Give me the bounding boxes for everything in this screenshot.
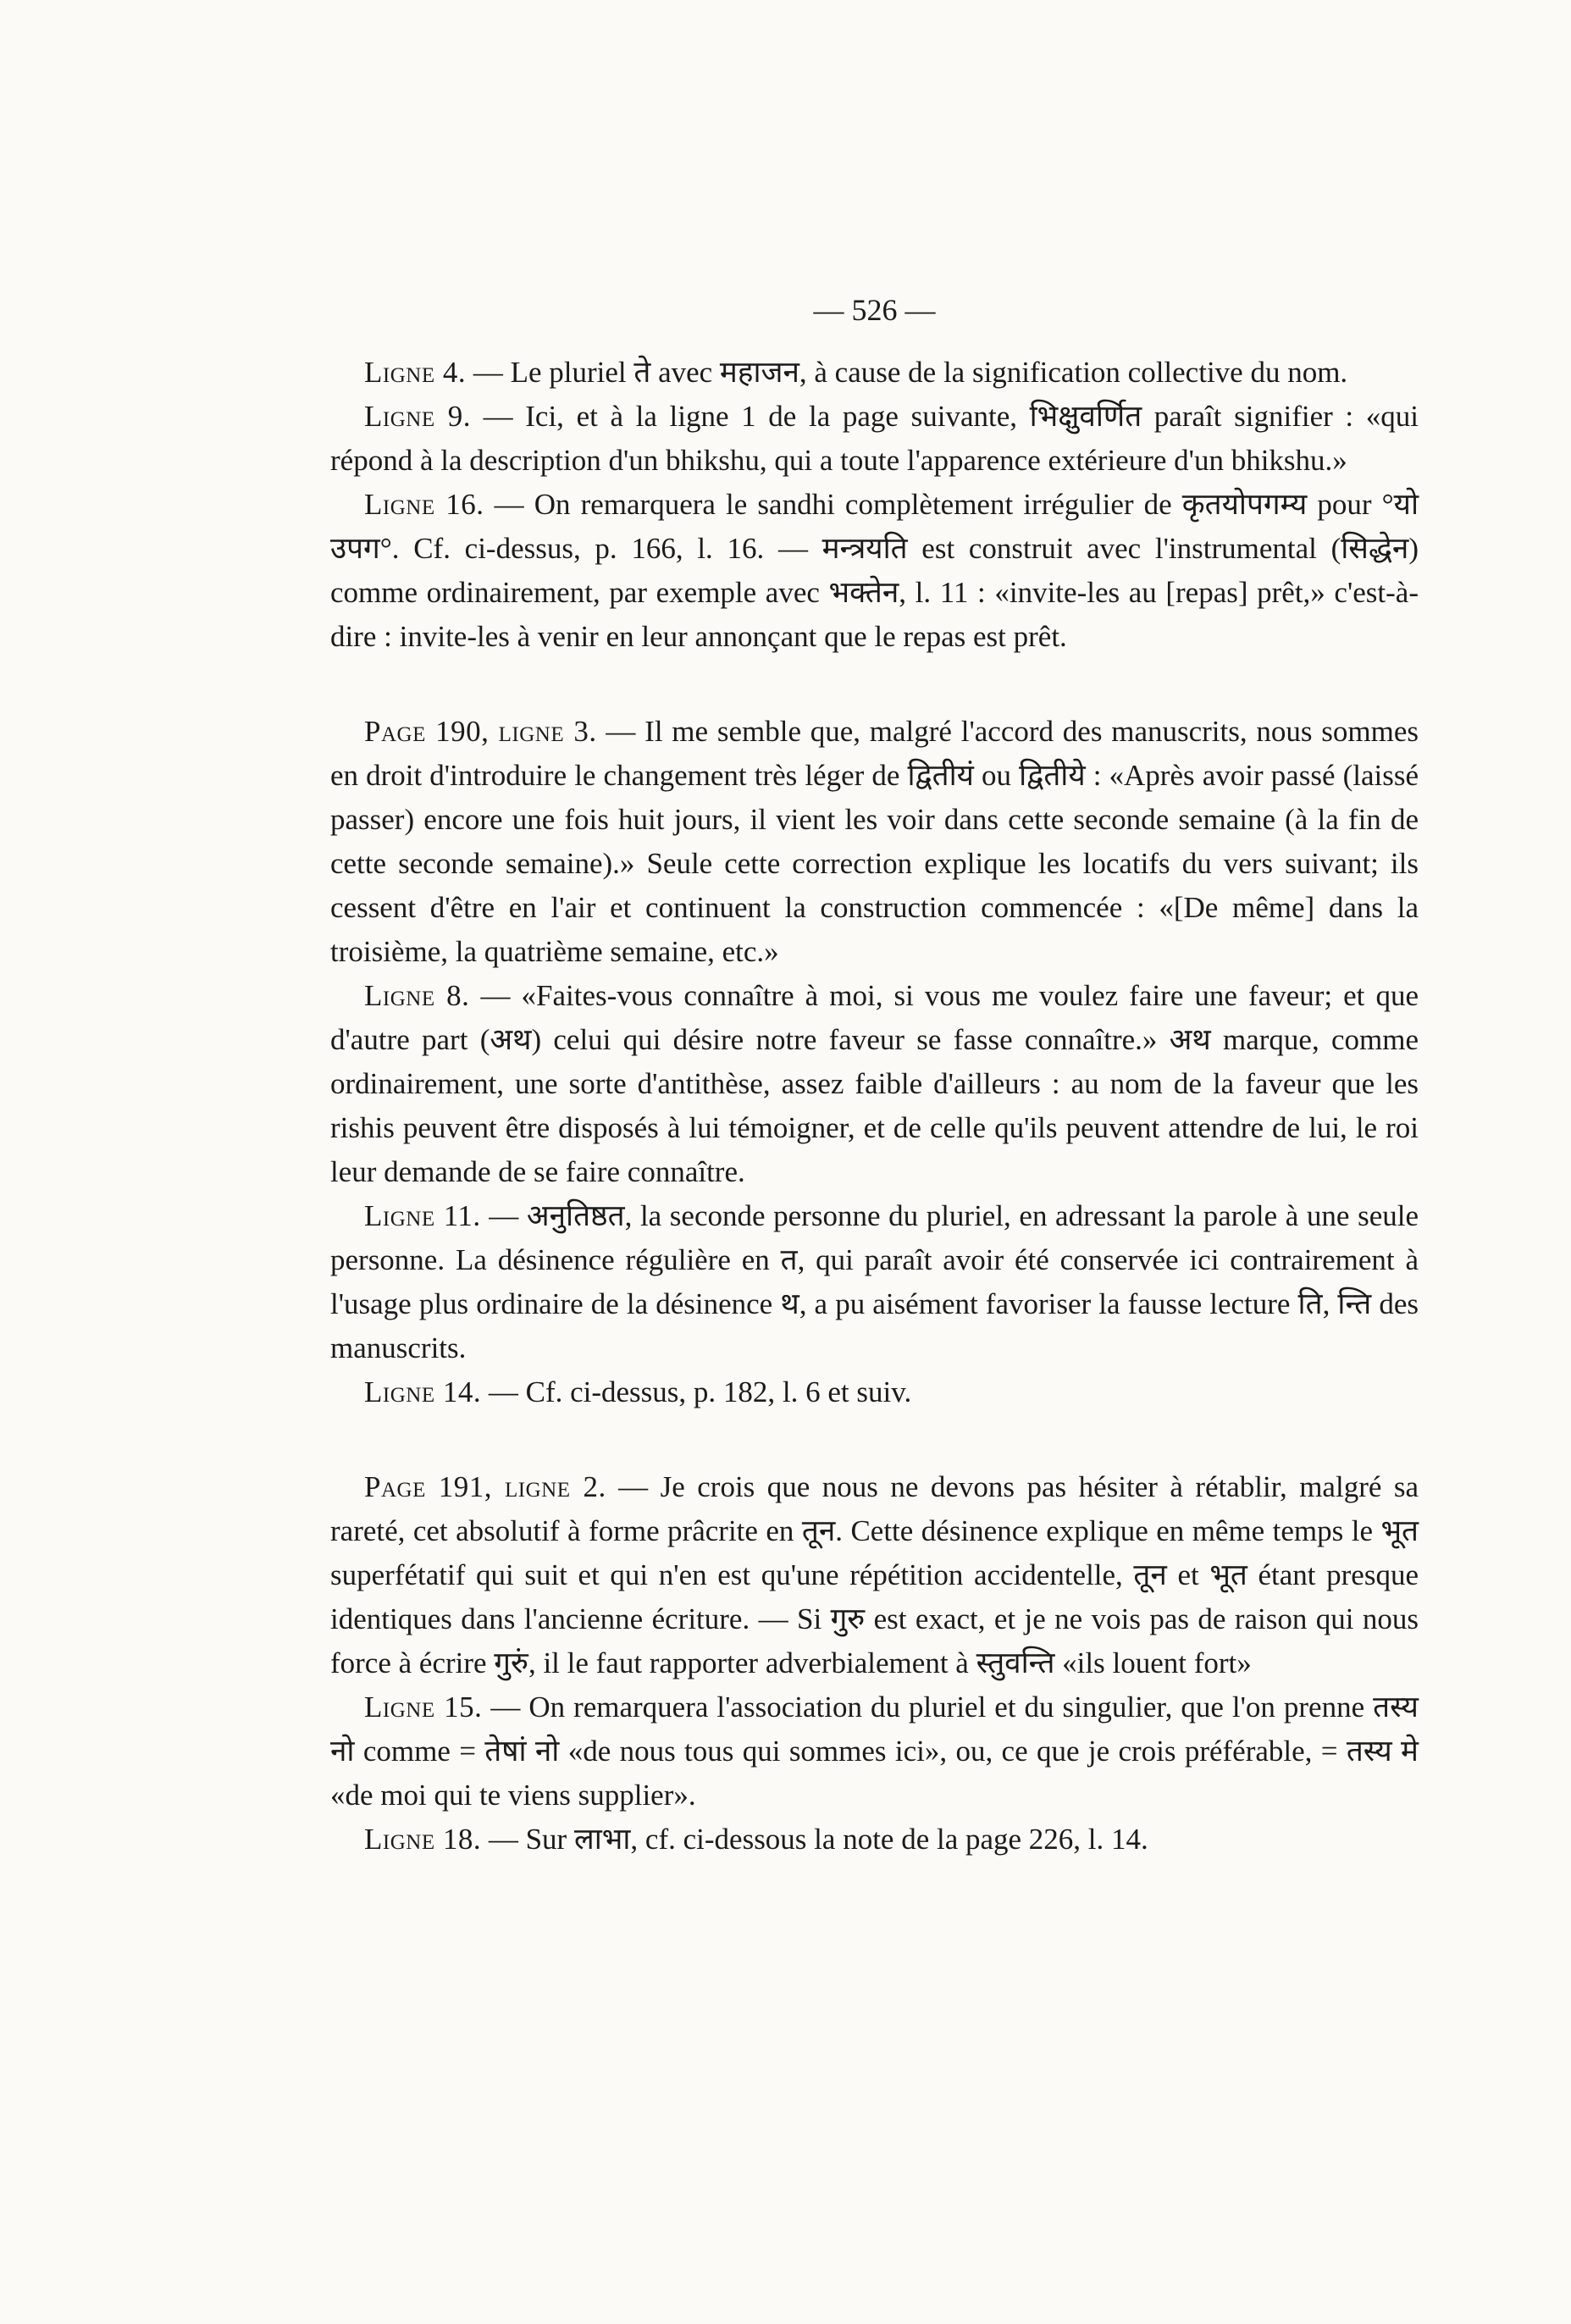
note-paragraph — [330, 395, 1419, 483]
note-label: Ligne 15. — [364, 1690, 483, 1724]
note-text: — Cf. ci-dessus, p. 182, l. 6 et suiv. — [481, 1375, 912, 1408]
note-label: Ligne 9. — [364, 400, 471, 433]
note-label: Ligne 4. — [364, 356, 467, 389]
note-label: Ligne 8. — [364, 979, 470, 1012]
note-label: Page 191, ligne 2. — [364, 1470, 606, 1503]
note-text: — Le pluriel ते avec महाजन, à cause de la signification collective du nom. — [466, 356, 1348, 389]
note-paragraph — [330, 1465, 1419, 1685]
note-label: Ligne 16. — [364, 488, 484, 521]
note-text: — «Faites-vous connaître à moi, si vous me voulez faire une faveur; et que d'autre part (अथ) celui qui désire notre faveur se fasse connaître.» अथ marque, comme ordinairement, une sorte d'antithèse, assez faible d'ailleurs : au nom de la faveur que les rishis peuvent être disposés à lui témoigner, et de celle qu'ils peuvent attendre de lui, le roi leur demande de se faire connaître. — [330, 979, 1419, 1188]
note-paragraph — [330, 974, 1419, 1194]
note-label: Ligne 11. — [364, 1199, 481, 1232]
note-text: — Ici, et à la ligne 1 de la page suivante, भिक्षुवर्णित paraît signifier : «qui répond à la description d'un bhikshu, qui a toute l'apparence extérieure d'un bhikshu.» — [330, 400, 1419, 477]
note-paragraph — [330, 351, 1419, 395]
note-paragraph — [330, 1685, 1419, 1818]
note-text: — अनुतिष्ठत, la seconde personne du pluriel, en adressant la parole à une seule personne. La désinence régulière en त, qui paraît avoir été conservée ici contrairement à l'usage plus ordinaire de la désinence थ, a pu aisément favoriser la fausse lecture ति, न्ति des manuscrits. — [330, 1199, 1419, 1364]
section-gap — [330, 659, 1419, 710]
note-label: Ligne 18. — [364, 1823, 482, 1856]
page-number: — 526 — — [813, 293, 936, 327]
note-paragraph — [330, 1818, 1419, 1862]
document-page — [330, 288, 1419, 1862]
note-paragraph — [330, 1370, 1419, 1414]
note-paragraph — [330, 483, 1419, 659]
note-text: — Sur लाभा, cf. ci-dessous la note de la page 226, l. 14. — [481, 1823, 1148, 1856]
note-text: — Il me semble que, malgré l'accord des manuscrits, nous sommes en droit d'introduire le changement très léger de द्वितीयं ou द्वितीये : «Après avoir passé (laissé passer) encore une fois huit jours, il vient les voir dans cette seconde semaine (à la fin de cette seconde semaine).» Seule cette correction explique les locatifs du vers suivant; ils cessent d'être en l'air et continuent la construction commencée : «[De même] dans la troisième, la quatrième semaine, etc.» — [330, 715, 1419, 968]
note-label: Ligne 14. — [364, 1375, 482, 1408]
note-paragraph — [330, 710, 1419, 974]
note-paragraph — [330, 1194, 1419, 1370]
section-gap — [330, 1414, 1419, 1465]
note-label: Page 190, ligne 3. — [364, 715, 597, 748]
note-text: — On remarquera l'association du pluriel et du singulier, que l'on prenne तस्य नो comme = तेषां नो «de nous tous qui sommes ici», ou, ce que je crois préférable, = तस्य मे «de moi qui te viens supplier». — [330, 1690, 1419, 1812]
note-text: — On remarquera le sandhi complètement irrégulier de कृतयोपगम्य pour °यो उपग°. Cf. ci-dessus, p. 166, l. 16. — मन्त्रयति est construit avec l'instrumental (सिद्धेन) comme ordinairement, par exemple avec भक्तेन, l. 11 : «invite-les au [repas] prêt,» c'est-à-dire : invite-les à venir en leur annonçant que le repas est prêt. — [330, 488, 1419, 653]
note-text: — Je crois que nous ne devons pas hésiter à rétablir, malgré sa rareté, cet absolutif à forme prâcrite en तून. Cette désinence explique en même temps le भूत superfétatif qui suit et qui n'en est qu'une répétition accidentelle, तून et भूत étant presque identiques dans l'ancienne écriture. — Si गुरु est exact, et je ne vois pas de raison qui nous force à écrire गुरुं, il le faut rapporter adverbialement à स्तुवन्ति «ils louent fort» — [330, 1470, 1419, 1679]
